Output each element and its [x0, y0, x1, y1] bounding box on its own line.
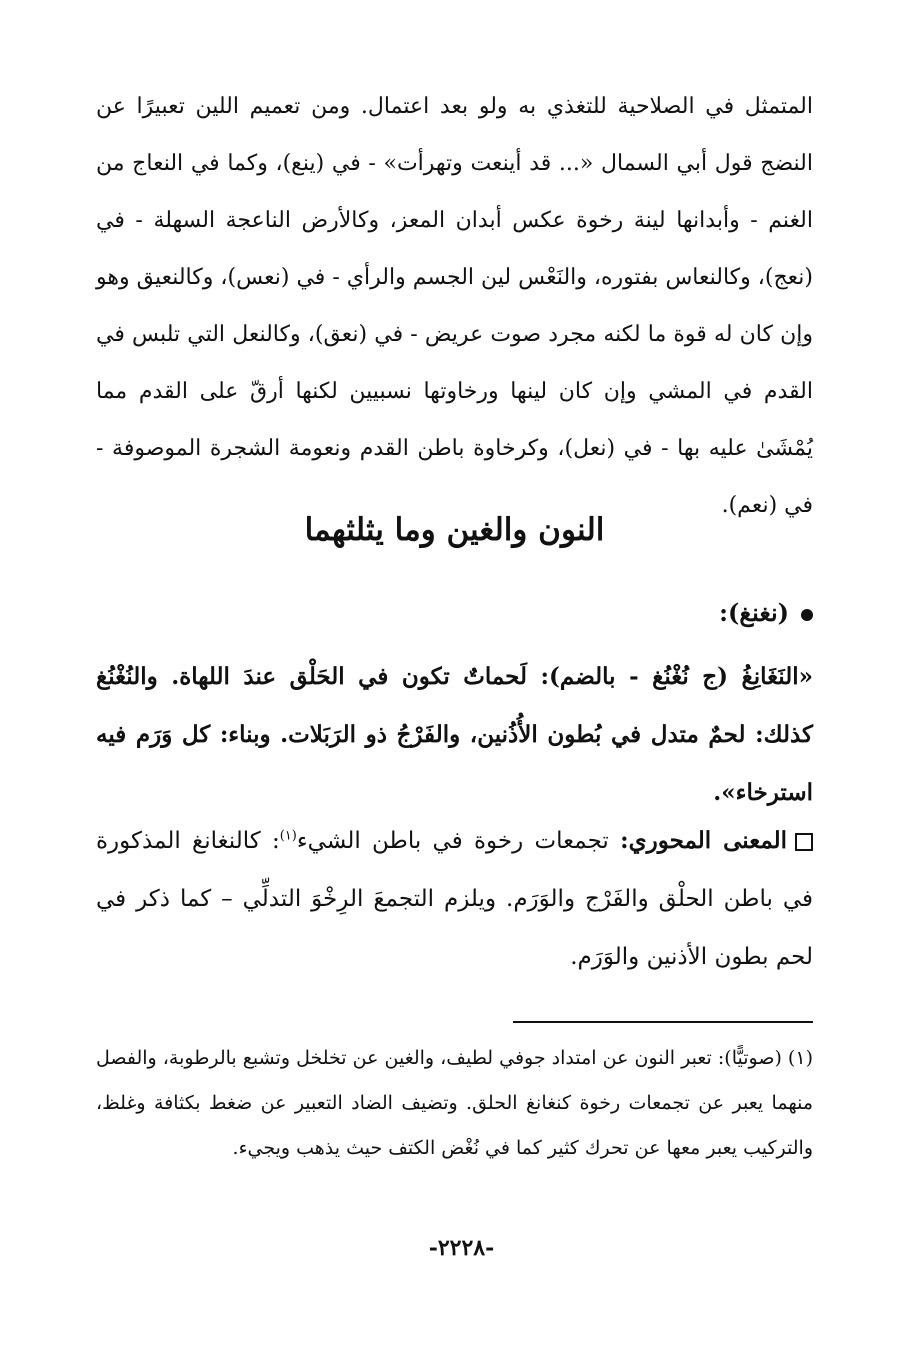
page-number: -٢٢٢٨- [428, 1235, 495, 1261]
footnote-text: (١) (صوتيًّا): تعبر النون عن امتداد جوفي لطيف، والغين عن تخلخل وتشبع بالرطوبة، والفصل منهما يعبر عن تجمعات رخوة كنغانغ الحلق. وتضيف الضاد التعبير عن ضغط بكثافة وغلظ، والتركيب يعبر معها عن تحرك كثير كما في نُغْض الكتف حيث يذهب ويجيء. [96, 1047, 813, 1159]
square-marker-icon [795, 833, 813, 851]
axial-meaning-core: تجمعات رخوة في باطن الشيء [296, 828, 609, 854]
intro-paragraph: المتمثل في الصلاحية للتغذي به ولو بعد اعتمال. ومن تعميم اللين تعبيرًا عن النضج قول أبي السمال «... قد أينعت وتهرأت» - في (ينع)، وكما في النعاج من الغنم - وأبدانها لينة رخوة عكس أبدان المعز، وكالأرض الناعجة السهلة - في (نعج)، وكالنعاس بفتوره، والنَعْس لين الجسم والرأي - في (نعس)، وكالنعيق وهو وإن كان له قوة ما لكنه مجرد صوت عريض - في (نعق)، وكالنعل التي تلبس في القدم في المشي وإن كان لينها ورخاوتها نسبيين لكنها أرقّ على القدم مما يُمْشَىٰ عليه بها - في (نعل)، وكرخاوة باطن القدم ونعومة الشجرة الموصوفة - في (نعم). [96, 94, 813, 518]
footnote-reference[interactable]: (١) [279, 828, 297, 844]
axial-meaning-label: المعنى المحوري: [620, 827, 788, 854]
entry-heading [96, 588, 813, 638]
footnote-divider [513, 1021, 813, 1023]
axial-meaning-rest: : كالنغانغ المذكورة في باطن الحلْق والفَرْج والوَرَم. ويلزم التجمعَ الرِخْوَ التدلِّي – كما ذكر في لحم بطون الأذنين والوَرَم. [96, 828, 813, 970]
axial-meaning-paragraph [96, 812, 813, 986]
section-title: النون والغين وما يثلثهما [304, 512, 605, 548]
entry-quote: «النَغَانِغُ (ج نُغْنُغ - بالضم): لَحماتٌ تكون في الحَلْق عندَ اللهاة. والنُغْنُغ كذلك: لحمٌ متدل في بُطون الأُذُنين، والفَرْجُ ذو الرَبَلات. وبناء: كل وَرَم فيه استرخاء». [96, 663, 813, 806]
bullet-icon [801, 609, 813, 621]
entry-heading-text: (نغنغ): [719, 598, 789, 627]
